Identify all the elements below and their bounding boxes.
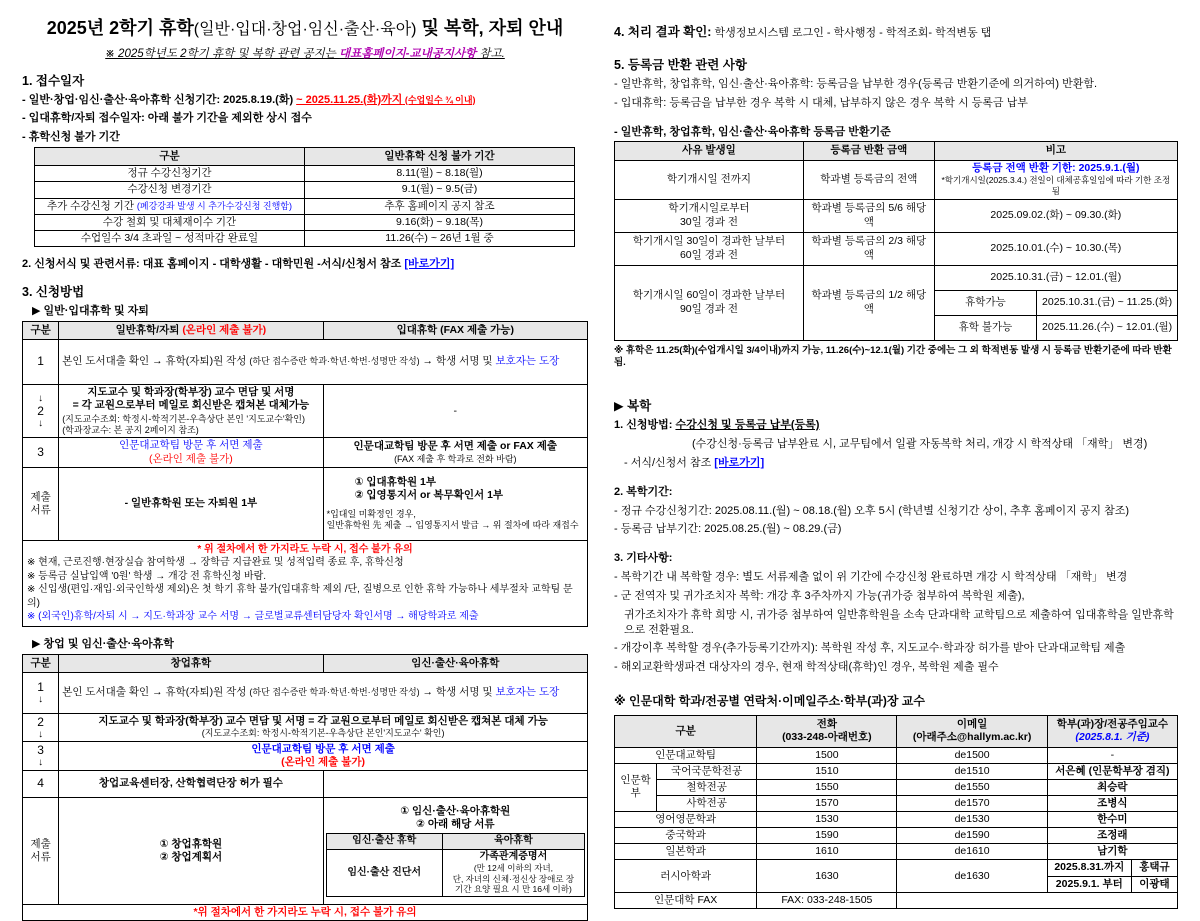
section4-line [614,24,1178,41]
period-value: 11.26(수) ~ 26년 1월 중 [305,230,575,246]
refund-amount: 학과별 등록금의 2/3 해당액 [804,232,935,265]
column-header: 임신·출산·육아휴학 [323,654,587,672]
doc-note: 기간 요양 필요 시 만 16세 이하) [455,884,572,895]
dept-head-period: 2025.8.31.까지 [1047,860,1131,876]
dept-phone: 1590 [757,828,897,844]
dept-name: 러시아학과 [615,860,757,892]
dept-head-period: 2025.9.1. 부터 [1047,876,1131,892]
page-title [22,18,588,40]
empty-cell [897,892,1178,908]
note-line: ※ 현재, 근로진행·현장실습 참여학생 → 장학금 지급완료 및 성적입력 종료 후, 휴학신청 [27,557,404,569]
refund-criteria-label: - 일반휴학, 창업휴학, 임신·출산·육아휴학 등록금 반환기준 [614,125,891,138]
refund-cause [615,265,804,340]
column-header [897,716,1047,747]
refund-amount: 학과별 등록금의 5/6 해당액 [804,199,935,232]
period-label: 정규 수강신청기간 [35,166,305,182]
doc-item: ② 입영통지서 or 복무확인서 1부 [354,489,504,502]
startup-leave-table [22,654,588,921]
table-notes [23,540,588,626]
column-header [1047,716,1177,747]
refund-table [614,141,1178,340]
refund-amount: 학과별 등록금의 전액 [804,160,935,199]
left-column [22,12,588,921]
period-label-text: 추가 수강신청 기간 [46,199,137,212]
return-form-line [614,456,1178,471]
column-header: 창업휴학 [59,654,323,672]
restricted-period-label: - 휴학신청 불가 기간 [22,131,120,144]
etc-line: - 군 전역자 및 귀가조치자 복학: 개강 후 3주차까지 가능(귀가증 첨부하여 복학원 제출), [614,589,1025,602]
table-row [23,438,588,467]
doc-note: 단, 자녀의 신체·정신상 장애로 장 [452,873,575,884]
step-description [59,672,588,713]
military-leave-line: - 입대휴학/자퇴 접수일자: 아래 불가 기간을 제외한 상시 접수 [22,112,312,125]
step-description [59,438,323,467]
cause-line: 30일 경과 전 [679,215,739,228]
dept-head: - [1047,747,1177,763]
step-small-text: (지도교수조회: 학정시-학적기본-우측상단 본인'지도교수' 확인) [201,728,445,739]
return-method-value: 수강신청 및 등록금 납부(등록) [675,419,820,432]
dept-name: 영어영문학과 [615,812,757,828]
table-row [35,230,575,246]
column-header: 임신·출산 휴학 [326,834,442,850]
note-line: ※ 등록금 실납입액 '0원' 학생 → 개강 전 휴학신청 바람. [27,570,267,582]
step-text: 본인 도서대출 확인 → 휴학(자퇴)원 작성 [62,686,250,699]
table-row [615,860,1178,876]
return-period-heading: 2. 복학기간: [614,485,673,498]
refund-deadline-note: *학기개시일(2025.3.4.) 전일이 대체공휴일임에 따라 기한 조정됨 [941,175,1171,197]
submit-docs-right [323,467,587,540]
period-label-note: (폐강강좌 발생 시 추가수강신청 진행함) [136,200,292,211]
refund-cause: 학기개시일 전까지 [615,160,804,199]
column-header: 비고 [934,142,1177,160]
table-row [23,904,588,920]
step-blue-text: 보호자는 도장 [495,686,560,699]
down-arrow-icon: ↓ [38,757,44,769]
etc-line: - 개강이후 복학할 경우(추가등록기간까지): 복학원 작성 후, 지도교수·학과장 허가를 받아 단과대교학팀 제출 [614,642,1126,655]
header-date-note: (2025.8.1. 기준) [1075,731,1150,744]
doc-item: ② 아래 해당 서류 [416,817,495,830]
dept-email: de1590 [897,828,1047,844]
section4-heading: 4. 처리 결과 확인: [614,25,712,39]
return-form-text: - 서식/신청서 참조 [624,456,715,469]
foreign-student-note: ※ (외국인)휴학/자퇴 시 → 지도·학과장 교수 서명 → 글로벌교류센터담당자 확인서명 → 해당학과로 제출 [27,611,479,623]
step-number [23,672,59,713]
section4-text: 학생정보시스템 로그인 - 학사행정 - 학적조회- 학적변동 탭 [711,27,992,39]
section3-heading: 3. 신청방법 [22,284,85,299]
maternity-docs-table [326,833,585,897]
step-description: 창업교육센터장, 산학협력단장 허가 필수 [59,770,323,797]
step-text: → 학생 서명 및 [419,355,496,368]
header-red-note: (온라인 제출 불가) [182,323,267,336]
dept-name: 인문대교학팀 [615,747,757,763]
header-line: (아래주소@hallym.ac.kr) [912,731,1032,744]
submit-docs-label [23,797,59,904]
column-header: 사유 발생일 [615,142,804,160]
step-number: 1 [23,339,59,384]
table-row [615,844,1178,860]
doc-item: ② 창업계획서 [159,850,223,863]
step-description [323,438,587,467]
period-value: 추후 홈페이지 공지 참조 [305,198,575,214]
doc-item: ① 창업휴학원 [159,837,223,850]
table-row [615,812,1178,828]
cause-line: 학기개시일로부터 [668,202,750,215]
contact-table-title: ※ 인문대학 학과/전공별 연락처·이메일주소·학부(과)장 교수 [614,694,925,709]
right-column [614,12,1178,921]
submit-docs-right [323,797,587,904]
etc-line: 귀가조치자가 휴학 희망 시, 귀가증 첨부하여 일반휴학원을 소속 단과대학 교학팀으로 제출하여 입대휴학을 일반휴학으로 전환필요. [624,608,1174,636]
table-row [35,166,575,182]
doc-item: ① 입대휴학원 1부 [354,476,437,489]
return-method-line [614,418,1178,433]
submit-label-line: 서류 [30,503,51,516]
cause-line: 학기개시일 60일이 경과한 날부터 [632,289,786,302]
table-row [35,214,575,230]
step-number: 3 [23,438,59,467]
dept-email: de1630 [897,860,1047,892]
doc-note: 일반휴학원 先 제출 → 입영통지서 발급 → 위 절차에 따라 재접수 [326,519,579,530]
section2-text: 대표 홈페이지 - 대학생활 - 대학민원 -서식/신청서 참조 [139,257,405,270]
dept-phone: 1610 [757,844,897,860]
period-value: 9.16(화) ~ 9.18(목) [305,214,575,230]
title-part-bold1: 2025년 2학기 휴학 [46,18,194,38]
dept-head: 이광태 [1131,876,1177,892]
dept-phone: 1630 [757,860,897,892]
faculty-group: 인문학부 [615,763,657,811]
dept-email: de1550 [897,779,1047,795]
section1-heading: 1. 접수일자 [22,73,85,88]
warning-note: *위 절차에서 한 가지라도 누락 시, 접수 불가 유의 [23,904,588,920]
dept-phone: 1500 [757,747,897,763]
subtitle-text: ※ 2025학년도 2학기 휴학 및 복학 관련 공지는 [105,47,340,60]
table-row [23,467,588,540]
header-text: 일반휴학/자퇴 [115,323,183,336]
step-description [59,339,588,384]
table-row [615,892,1178,908]
table-row [23,741,588,770]
step-number-text: 2 [37,403,44,418]
dept-name: 철학전공 [657,779,757,795]
general-leave-subheading: ▶ 일반·입대휴학 및 자퇴 [32,304,149,317]
step-bold-text: = 각 교원으로부터 메일로 회신받은 캡쳐본 대체가능 [72,398,310,411]
refund-cause [615,199,804,232]
leave-impossible-label: 휴학 불가능 [934,315,1037,340]
table-row [615,199,1178,232]
down-arrow-icon: ↓ [38,694,44,706]
dept-email: de1610 [897,844,1047,860]
table-row [615,747,1178,763]
dept-head: 서은혜 (인문학부장 겸직) [1047,763,1177,779]
period-value: 9.1(월) ~ 9.5(금) [305,182,575,198]
title-part-bold2: 및 복학, 자퇴 안내 [416,18,564,38]
refund-period: 2025.10.31.(금) ~ 11.25.(화) [1037,290,1178,315]
return-method-sub: (수강신청·등록금 납부완료 시, 교무팀에서 일괄 자동복학 처리, 개강 시 학적상태 「재학」 변경) [692,438,1148,450]
dept-head: 조정래 [1047,828,1177,844]
dept-head: 조병식 [1047,795,1177,811]
step-blue-text: 보호자는 도장 [495,355,560,368]
step-text: → 학생 서명 및 [419,686,496,699]
down-arrow-icon: ↓ [38,392,44,404]
down-arrow-icon: ↓ [38,728,44,740]
column-header [757,716,897,747]
column-header: 구분 [23,654,59,672]
refund-line2: - 입대휴학: 등록금을 납부한 경우 복학 시 대체, 납부하지 않은 경우 복학 시 등록금 납부 [614,96,1028,109]
step-description [59,384,323,438]
step-red-text: (온라인 제출 불가) [148,452,233,465]
return-heading: ▶ 복학 [614,399,652,414]
warning-note: * 위 절차에서 한 가지라도 누락 시, 접수 불가 유의 [197,543,413,555]
dept-email: de1510 [897,763,1047,779]
step-blue-text: 인문대교학팀 방문 후 서면 제출 [251,742,395,755]
section5-heading: 5. 등록금 반환 관련 사항 [614,57,747,72]
step-bold-text: 인문대교학팀 방문 후 서면 제출 or FAX 제출 [353,440,558,453]
startup-leave-subheading: ▶ 창업 및 임신·출산·육아휴학 [32,637,174,650]
column-header: 일반휴학 신청 불가 기간 [305,148,575,166]
submit-label-line: 서류 [30,850,51,863]
doc-cell [442,849,584,896]
fax-label: 인문대학 FAX [615,892,757,908]
step-number-text: 3 [37,743,44,758]
return-period-line2: - 등록금 납부기간: 2025.08.25.(월) ~ 08.29.(금) [614,523,842,536]
refund-note [934,160,1177,199]
table-row [35,198,575,214]
step-number-text: 2 [37,714,44,729]
dept-head: 홍택규 [1131,860,1177,876]
note-line: ※ 신입생(편입·재입·외국인학생 제외)은 첫 학기 휴학 불가(입대휴학 제외 /단, 질병으로 인한 휴학 가능하나 세부절차 교학팀 문의) [27,584,573,609]
refund-period: 2025.11.26.(수) ~ 12.01.(월) [1037,315,1178,340]
step-small-text: (하단 접수증란 학과·학년·학번·성명만 작성) [249,687,420,698]
doc-item: ① 임신·출산·육아휴학원 [400,804,511,817]
table-row [615,795,1178,811]
step-small-text: (지도교수조회: 학정시-학적기본-우측상단 본인 '지도교수'확인) [62,413,305,424]
dept-phone: 1530 [757,812,897,828]
dept-email: de1570 [897,795,1047,811]
refund-period: 2025.10.01.(수) ~ 10.30.(목) [934,232,1177,265]
step-description: - [323,384,587,438]
dept-phone: 1550 [757,779,897,795]
period-label: 수강 철회 및 대체재이수 기간 [35,214,305,230]
step-number [23,713,59,741]
dept-head: 한수미 [1047,812,1177,828]
submit-label-line: 제출 [30,837,51,850]
cause-line: 90일 경과 전 [679,302,739,315]
dept-phone: 1570 [757,795,897,811]
table-row [615,265,1178,290]
table-row [23,770,588,797]
restricted-period-table [34,147,575,247]
dept-name: 중국학과 [615,828,757,844]
step-number: 4 [23,770,59,797]
submit-docs-left: - 일반휴학원 또는 자퇴원 1부 [59,467,323,540]
period-label: 수강신청 변경기간 [35,182,305,198]
refund-line1: - 일반휴학, 창업휴학, 임신·출산·육아휴학: 등록금을 납부한 경우(등록금 반환기준에 의거하여) 반환함. [614,77,1098,90]
doc-cell: 임신·출산 진단서 [326,849,442,896]
subtitle-suffix: 참고. [476,47,505,60]
column-header: 구분 [23,321,59,339]
title-part-normal: (일반·입대·창업·임신·출산·육아) [193,21,417,38]
header-line: (033-248-아래번호) [782,731,872,744]
header-line: 전화 [816,718,838,731]
step-red-text: (온라인 제출 불가) [281,755,366,768]
section2-heading: 2. 신청서식 및 관련서류: [22,257,140,270]
step-small-text: (FAX 제출 후 학과로 전화 바람) [394,453,517,464]
dept-name: 국어국문학전공 [657,763,757,779]
step-small-text: (학과장교수: 본 공지 2페이지 참조) [62,425,199,436]
dept-email: de1530 [897,812,1047,828]
step-description [323,770,587,797]
application-period-prefix: - 일반·창업·임신·출산·육아휴학 신청기간: 2025.8.19.(화) [22,93,297,106]
table-row [615,160,1178,199]
column-header: 육아휴학 [442,834,584,850]
table-row [23,713,588,741]
table-row [23,672,588,713]
step-description [59,741,588,770]
refund-amount: 학과별 등록금의 1/2 해당액 [804,265,935,340]
header-line: 이메일 [956,718,988,731]
period-value: 8.11(월) ~ 8.18(월) [305,166,575,182]
refund-cause [615,232,804,265]
application-deadline-note: (수업일수 ¾ 이내) [402,94,476,105]
column-header: 입대휴학 (FAX 제출 가능) [323,321,587,339]
etc-heading: 3. 기타사항: [614,552,673,565]
contact-table [614,715,1178,909]
column-header [59,321,323,339]
step-blue-text: 인문대교학팀 방문 후 서면 제출 [119,439,263,452]
refund-period: 2025.10.31.(금) ~ 12.01.(월) [934,265,1177,290]
table-row [615,232,1178,265]
subtitle [22,45,588,61]
refund-table-note: ※ 휴학은 11.25(화)(수업개시일 3/4이내)까지 가능, 11.26(수)~12.1(월) 기간 중에는 그 외 학적변동 발생 시 등록금 반환기준에 따라 반환됨. [614,344,1172,369]
refund-deadline: 등록금 전액 반환 기한: 2025.9.1.(월) [972,162,1140,175]
step-number-text: 1 [37,680,44,695]
step-text: 본인 도서대출 확인 → 휴학(자퇴)원 작성 [62,355,250,368]
etc-line: - 복학기간 내 복학할 경우: 별도 서류제출 없이 위 기간에 수강신청 완료하면 개강 시 학적상태 「재학」 변경 [614,571,1128,584]
table-row [615,763,1178,779]
step-bold-text: 지도교수 및 학과장(학부장) 교수 면담 및 서명 = 각 교원으로부터 메일로 회신받은 캡쳐본 대체 가능 [98,714,548,727]
cause-line: 학기개시일 30일이 경과한 날부터 [632,235,786,248]
refund-period: 2025.09.02.(화) ~ 09.30.(화) [934,199,1177,232]
application-period-line [22,93,588,108]
column-header: 구분 [35,148,305,166]
table-row [23,384,588,438]
table-row [326,849,584,896]
header-line: 학부(과)장/전공주임교수 [1056,718,1169,731]
period-label: 수업일수 3/4 초과일 ~ 성적마감 완료일 [35,230,305,246]
return-period-line1: - 정규 수강신청기간: 2025.08.11.(월) ~ 08.18.(월) 오후 5시 (학년별 신청기간 상이, 추후 홈페이지 공지 참조) [614,504,1129,517]
doc-note: (만 12세 이하의 자녀, [473,863,554,874]
fax-number: FAX: 033-248-1505 [757,892,897,908]
return-method-label: 1. 신청방법: [614,419,676,432]
step-number [23,741,59,770]
dept-head: 최승락 [1047,779,1177,795]
step-bold-text: 지도교수 및 학과장(학부장) 교수 면담 및 서명 [87,385,295,398]
dept-phone: 1510 [757,763,897,779]
period-label [35,198,305,214]
dept-head: 남기학 [1047,844,1177,860]
dept-name: 일본학과 [615,844,757,860]
submit-docs-label [23,467,59,540]
section2-line [22,257,588,272]
step-description [59,713,588,741]
etc-line: - 해외교환학생파견 대상자의 경우, 현재 학적상태(휴학)인 경우, 복학원 제출 필수 [614,661,999,674]
leave-possible-label: 휴학가능 [934,290,1037,315]
table-row [23,540,588,626]
doc-note: *입대일 미확정인 경우, [326,508,416,519]
application-deadline: ~ 2025.11.25.(화)까지 [296,93,403,106]
doc-title-text: 가족관계증명서 [479,850,548,862]
homepage-notice-link[interactable]: 대표홈페이지-교내공지사항 [339,47,477,60]
table-row [23,797,588,904]
step-number [23,384,59,438]
table-row [35,182,575,198]
dept-email: de1500 [897,747,1047,763]
general-leave-table [22,321,588,627]
return-form-link[interactable]: [바로가기] [714,456,765,469]
table-row [615,779,1178,795]
dept-name: 사학전공 [657,795,757,811]
table-row [615,828,1178,844]
column-header: 등록금 반환 금액 [804,142,935,160]
table-row [23,339,588,384]
forms-link[interactable]: [바로가기] [404,257,455,270]
submit-label-line: 제출 [30,490,51,503]
submit-docs-left [59,797,323,904]
cause-line: 60일 경과 전 [679,248,739,261]
step-small-text: (하단 접수증란 학과·학년·학번·성명만 작성) [249,356,420,367]
column-header: 구분 [615,716,757,747]
down-arrow-icon: ↓ [38,417,44,429]
